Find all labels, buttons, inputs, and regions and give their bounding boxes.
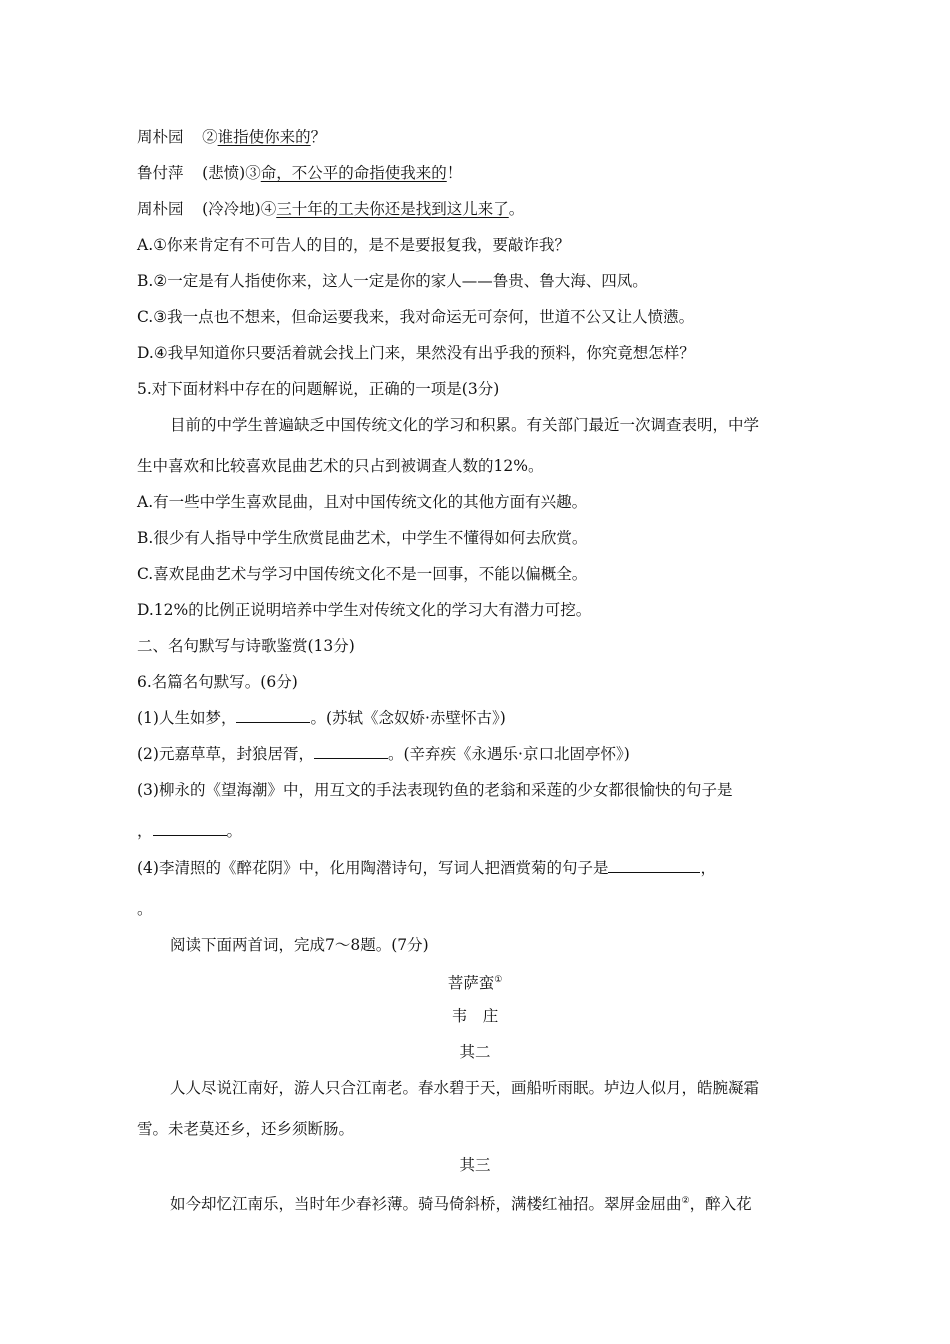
fill-item-3: (3)柳永的《望海潮》中，用互文的手法表现钓鱼的老翁和采莲的少女都很愉快的句子是 xyxy=(137,781,733,799)
footnote-marker: ① xyxy=(494,975,503,985)
section-heading: 二、名句默写与诗歌鉴赏(13分) xyxy=(137,637,355,655)
item-text: (1)人生如梦， xyxy=(137,709,237,727)
poem-line xyxy=(170,1191,752,1214)
fill-item-4-cont: 。 xyxy=(137,900,153,918)
dialogue-line xyxy=(137,199,524,219)
item-text: ， xyxy=(700,859,716,877)
underlined-quote: 三十年的工夫你还是找到这儿来了 xyxy=(276,200,509,218)
poem-text: 如今却忆江南乐，当时年少春衫薄。骑马倚斜桥，满楼红袖招。翠屏金屈曲 xyxy=(170,1195,682,1214)
poem-part-title: 其三 xyxy=(459,1156,491,1174)
answer-blank[interactable] xyxy=(608,858,700,873)
item-text: (2)元嘉草草，封狼居胥， xyxy=(137,745,314,763)
fill-item-1 xyxy=(137,708,506,728)
punct: ？ xyxy=(310,128,327,146)
question-6-stem: 6.名篇名句默写。(6分) xyxy=(137,673,298,691)
punct: ！ xyxy=(446,164,463,182)
stage-direction: (悲愤) xyxy=(202,164,246,182)
poem-author: 韦 庄 xyxy=(451,1007,499,1025)
answer-blank[interactable] xyxy=(236,708,310,723)
marker: ② xyxy=(202,128,218,146)
poem-title-text: 菩萨蛮 xyxy=(447,974,495,993)
fill-item-4 xyxy=(137,858,716,878)
option-d: D.12%的比例正说明培养中学生对传统文化的学习大有潜力可挖。 xyxy=(137,601,592,619)
marker: ③ xyxy=(245,164,261,182)
item-source: 。(辛弃疾《永遇乐·京口北固亭怀》) xyxy=(387,745,630,763)
item-text: ， xyxy=(137,822,153,840)
dialogue-line xyxy=(137,127,326,147)
dialogue-line xyxy=(137,163,462,183)
answer-blank[interactable] xyxy=(314,744,388,759)
fill-item-2 xyxy=(137,744,630,764)
option-a: A.①你来肯定有不可告人的目的，是不是要报复我，要敲诈我？ xyxy=(137,236,571,254)
question-5-stem: 5.对下面材料中存在的问题解说，正确的一项是(3分) xyxy=(137,380,500,398)
material-line: 生中喜欢和比较喜欢昆曲艺术的只占到被调查人数的12%。 xyxy=(137,457,544,475)
stage-direction: (冷冷地) xyxy=(202,200,261,218)
marker: ④ xyxy=(260,200,277,218)
poem-line: 人人尽说江南好，游人只合江南老。春水碧于天，画船听雨眠。垆边人似月，皓腕凝霜 xyxy=(170,1079,760,1097)
option-b: B.②一定是有人指使你来，这人一定是你的家人——鲁贵、鲁大海、四凤。 xyxy=(137,272,648,290)
option-c: C.③我一点也不想来，但命运要我来，我对命运无可奈何，世道不公又让人愤懑。 xyxy=(137,308,695,326)
speaker: 周朴园 xyxy=(137,200,184,218)
option-b: B.很少有人指导中学生欣赏昆曲艺术，中学生不懂得如何去欣赏。 xyxy=(137,529,588,547)
underlined-quote: 谁指使你来的 xyxy=(217,128,311,146)
punct: 。 xyxy=(508,200,525,218)
fill-item-3-cont xyxy=(137,821,242,841)
answer-blank[interactable] xyxy=(153,821,227,836)
footnote-marker: ② xyxy=(681,1196,690,1206)
item-text: (4)李清照的《醉花阴》中，化用陶潜诗句，写词人把酒赏菊的句子是 xyxy=(137,859,609,877)
item-source: 。(苏轼《念奴娇·赤壁怀古》) xyxy=(310,709,506,727)
option-a: A.有一些中学生喜欢昆曲，且对中国传统文化的其他方面有兴趣。 xyxy=(137,493,588,511)
option-c: C.喜欢昆曲艺术与学习中国传统文化不是一回事，不能以偏概全。 xyxy=(137,565,588,583)
material-line: 目前的中学生普遍缺乏中国传统文化的学习和积累。有关部门最近一次调查表明，中学 xyxy=(170,416,760,434)
poem-title xyxy=(0,970,950,993)
item-text: 。 xyxy=(226,822,243,840)
reading-intro: 阅读下面两首词，完成7～8题。(7分) xyxy=(170,936,429,954)
underlined-quote: 命，不公平的命指使我来的 xyxy=(260,164,447,182)
poem-part-title: 其二 xyxy=(459,1043,491,1061)
poem-line: 雪。未老莫还乡，还乡须断肠。 xyxy=(137,1120,355,1138)
speaker: 周朴园 xyxy=(137,128,184,146)
speaker: 鲁付萍 xyxy=(137,164,184,182)
option-d: D.④我早知道你只要活着就会找上门来，果然没有出乎我的预料，你究竟想怎样？ xyxy=(137,344,695,362)
poem-text: ，醉入花 xyxy=(689,1195,752,1214)
